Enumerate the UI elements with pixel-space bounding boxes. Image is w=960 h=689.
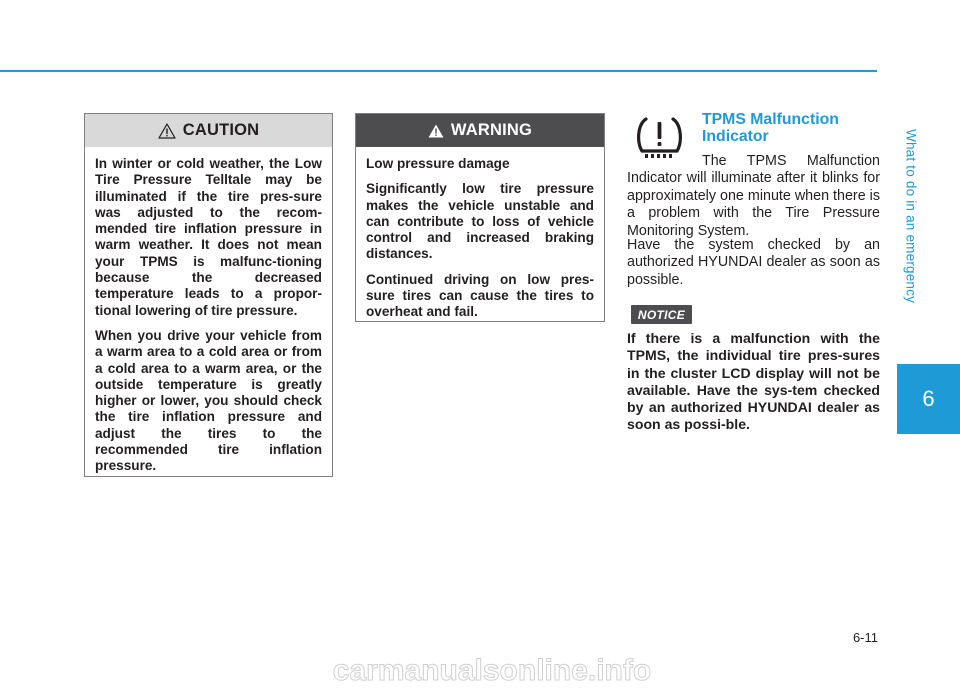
- warning-header: [356, 114, 604, 147]
- caution-box: [84, 113, 333, 477]
- section-title: TPMS Malfunction Indicator: [702, 111, 839, 145]
- caution-header: [85, 114, 332, 147]
- notice-badge: NOTICE: [631, 305, 692, 324]
- chapter-title: What to do in an emergency: [903, 128, 919, 304]
- watermark-logo: [0, 638, 960, 689]
- notice-text: If there is a malfunction with the TPMS, the individual tire pres-sures in the cluster LCD display will not be available. Have the sys-tem checked by an authorized HYUNDAI dealer as soon as possi-ble.: [627, 330, 880, 433]
- warning-paragraph: Low pressure damage: [366, 156, 510, 171]
- warning-triangle-filled-icon: [428, 124, 444, 138]
- page-number: 6-11: [852, 630, 878, 645]
- warning-box: [355, 113, 605, 322]
- chapter-number-tab: 6: [897, 364, 960, 434]
- tpms-paragraph-1: The TPMS Malfunction Indicator will illuminate after it blinks for approximately one minute when there is a problem with the Tire Pressure Monitoring System.: [627, 153, 880, 239]
- warning-triangle-outline-icon: [158, 123, 176, 139]
- tpms-paragraph-2: Have the system checked by an authorized HYUNDAI dealer as soon as possible.: [627, 237, 880, 288]
- caution-paragraph: When you drive your vehicle from a warm area to a cold area or from a cold area to a warm area, or the outside temperature is greatly higher or lower, you should check the tire inflation pressure and adjust the tires to the recommended tire inflation pressure.: [95, 327, 322, 474]
- header-rule: [0, 70, 877, 72]
- caution-label: CAUTION: [182, 121, 260, 139]
- caution-paragraph: In winter or cold weather, the Low Tire Pressure Telltale may be illuminated if the tire pres-sure was adjusted to the recom-mended tire inflation pressure in warm weather. It does not mean your TPMS is malfunc-tioning because the decreased temperature leads to a propor-tional lowering of tire pressure.: [95, 156, 322, 318]
- svg-text:carmanualsonline.info: carmanualsonline.info: [332, 654, 652, 687]
- warning-body: [356, 147, 604, 329]
- warning-paragraph: Significantly low tire pressure makes the vehicle unstable and can contribute to loss of vehicle control and increased braking distances.: [366, 181, 594, 262]
- warning-label: WARNING: [450, 121, 533, 139]
- caution-body: [85, 147, 332, 483]
- warning-paragraph: Continued driving on low pres-sure tires can cause the tires to overheat and fail.: [366, 271, 594, 320]
